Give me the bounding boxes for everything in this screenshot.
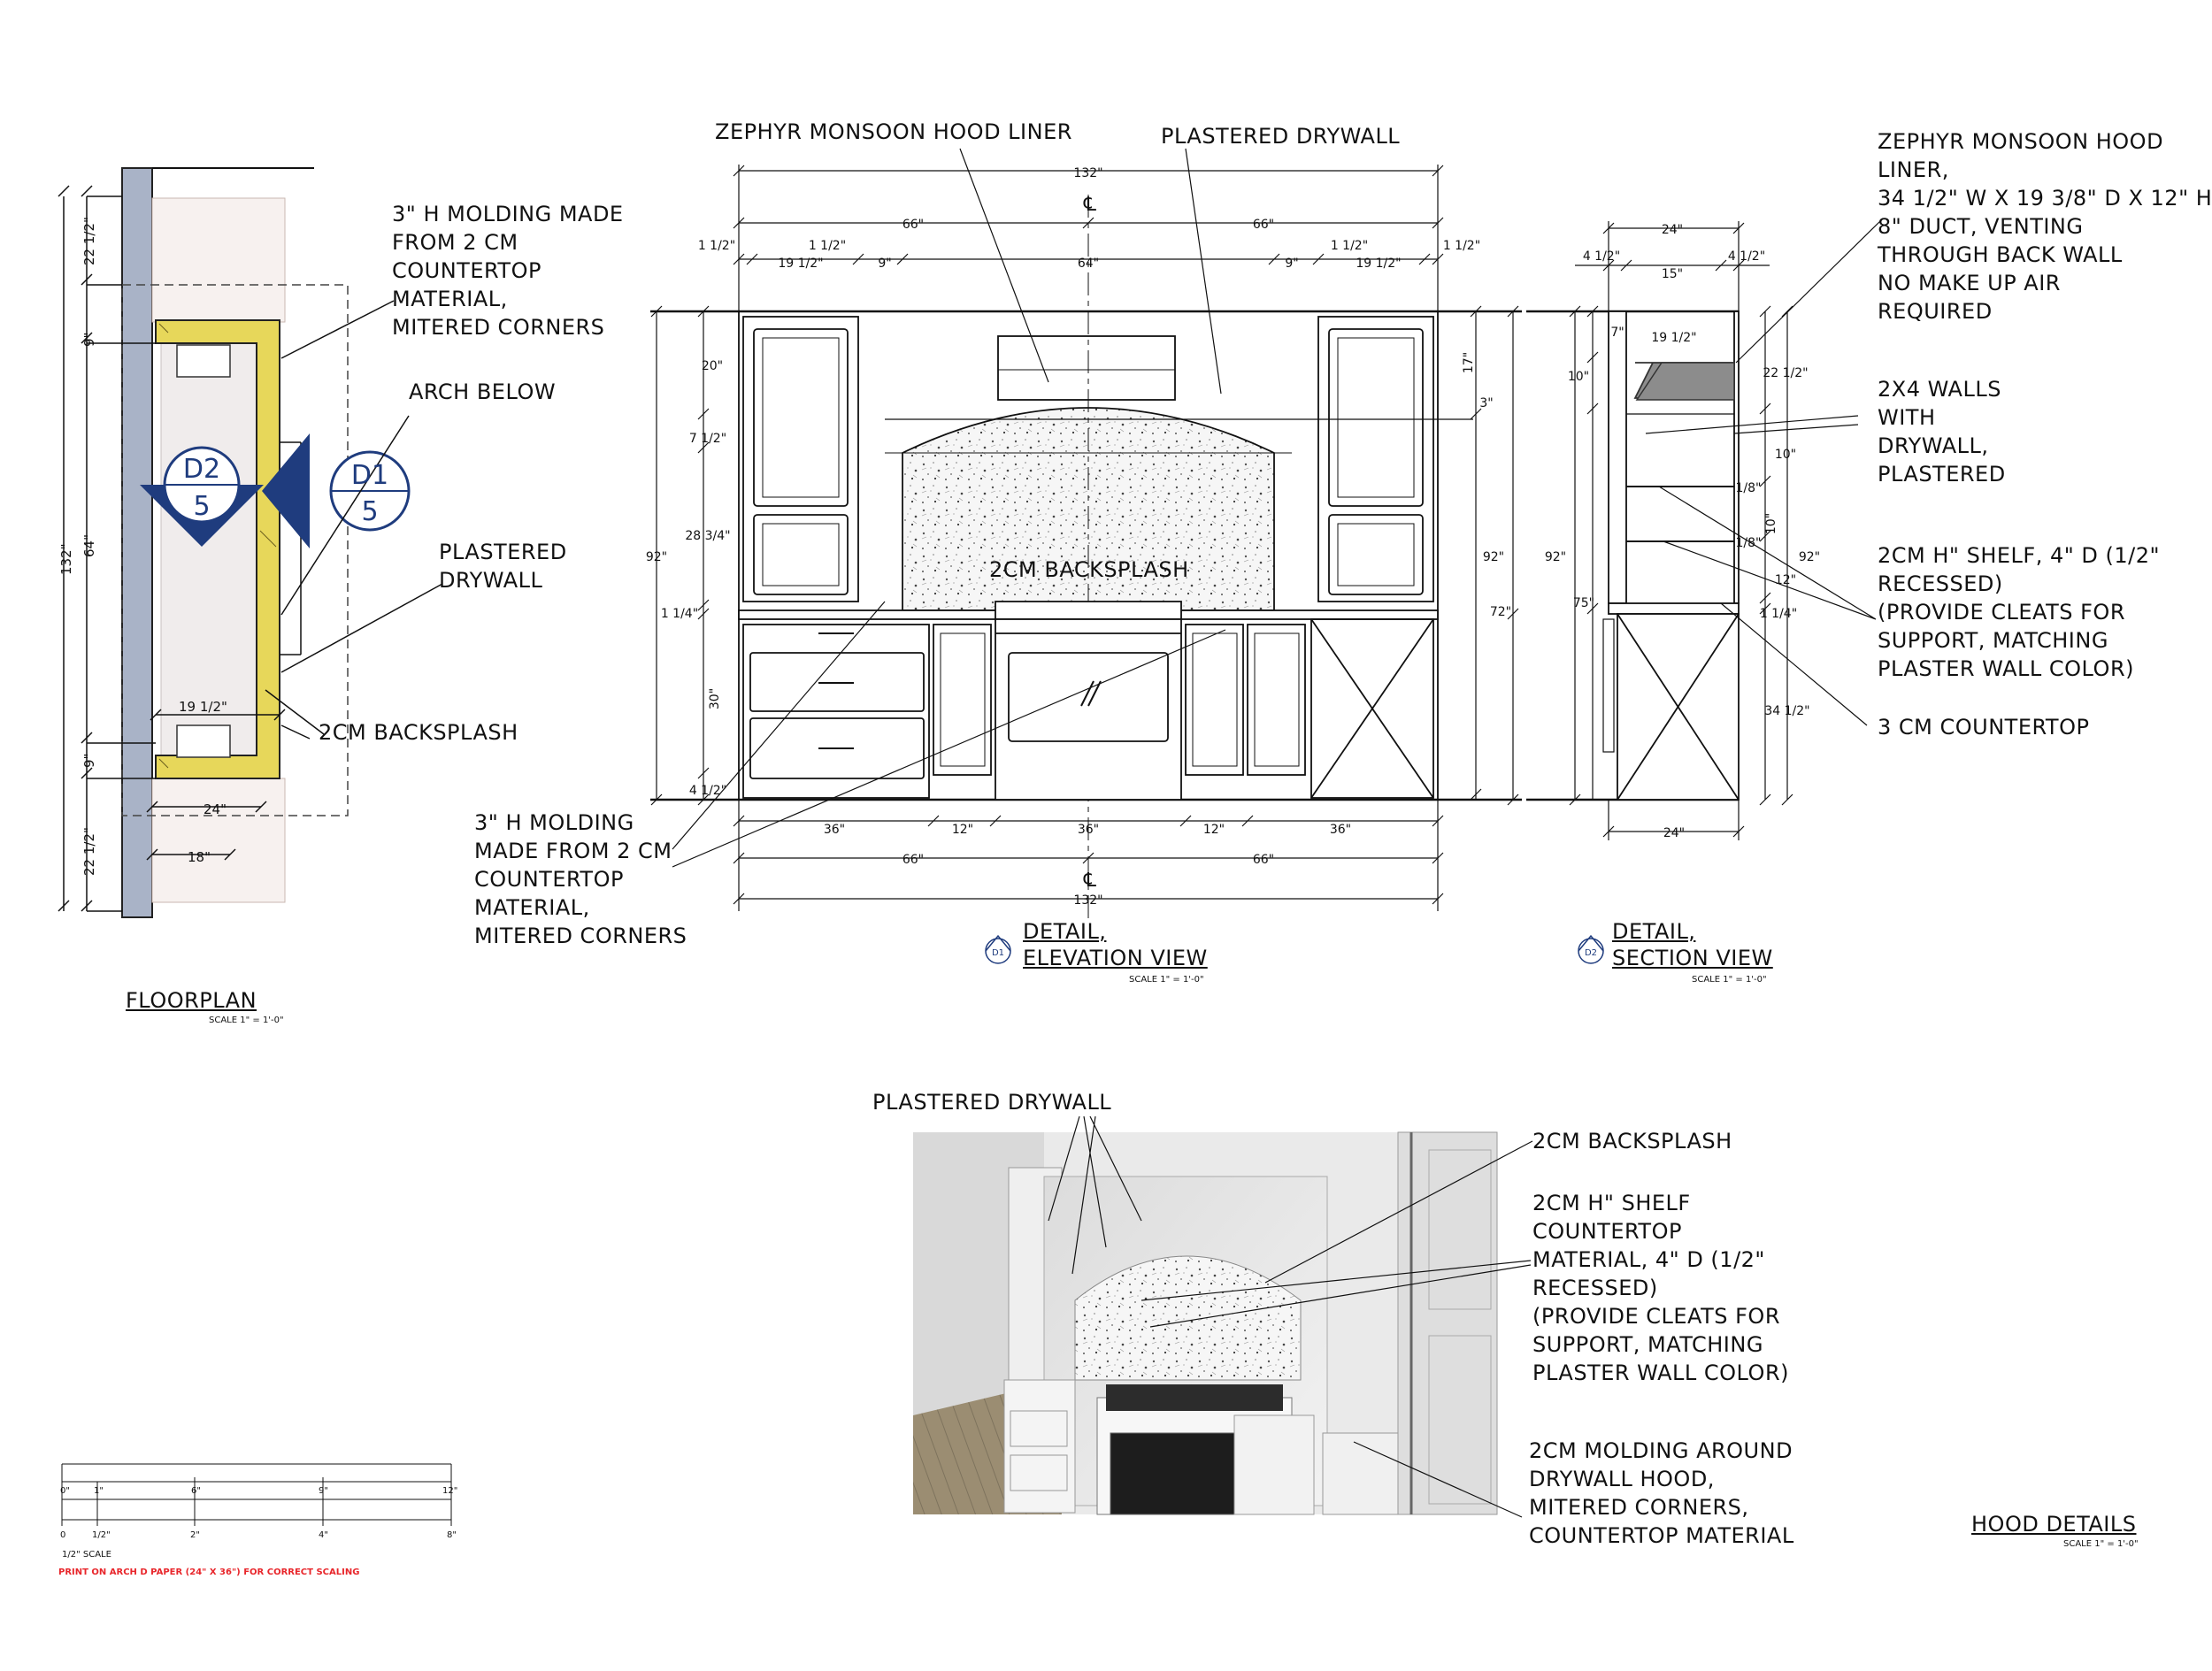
marker-d1-sheet: 5 xyxy=(361,496,379,527)
fp-note-molding-l3: COUNTERTOP xyxy=(392,258,541,283)
elev-dim-r2: 19 1/2" xyxy=(778,257,824,271)
scale-tick-top-0: 0" xyxy=(60,1486,70,1496)
sec-note-shelf-l5: PLASTER WALL COLOR) xyxy=(1878,656,2134,681)
sec-dim-4a: 4 1/2" xyxy=(1582,249,1621,264)
sec-note-shelf xyxy=(1878,541,2160,683)
fp-dim-9a: 9" xyxy=(81,332,97,347)
scale-tick-top-2: 6" xyxy=(191,1486,201,1496)
elev-dim-left-20: 20" xyxy=(701,359,724,373)
elev-note-drywall: PLASTERED DRYWALL xyxy=(1161,124,1401,149)
floorplan-scale: SCALE 1" = 1'-0" xyxy=(209,1016,284,1025)
sec-dim-92-left: 92" xyxy=(1544,550,1567,564)
floorplan-title: FLOORPLAN xyxy=(126,988,257,1013)
sec-dim-1: 1 1/4" xyxy=(1759,607,1798,621)
elev-dim-overall-top: 132" xyxy=(1073,166,1103,180)
elev-dim-left-92: 92" xyxy=(645,550,668,564)
fp-dim-64: 64" xyxy=(81,534,97,557)
hood-scale: SCALE 1" = 1'-0" xyxy=(2063,1539,2139,1549)
fp-note-molding xyxy=(392,200,624,341)
fp-dim-9b: 9" xyxy=(81,753,97,768)
sec-note-hood-l1: ZEPHYR MONSOON HOOD xyxy=(1878,129,2164,154)
sec-note-walls-l1: 2X4 WALLS xyxy=(1878,377,2001,402)
elev-dim-r7: 19 1/2" xyxy=(1356,257,1402,271)
elev-note-molding-l3: COUNTERTOP xyxy=(474,867,624,892)
elev-dim-r4: 64" xyxy=(1077,257,1100,271)
elev-dim-left-7: 7 1/2" xyxy=(688,432,727,446)
elev-dim-r5: 9" xyxy=(1285,257,1299,271)
fp-dim-22b: 22 1/2" xyxy=(81,827,97,876)
sec-note-countertop-l1: 3 CM COUNTERTOP xyxy=(1878,715,2090,740)
hood-rendering xyxy=(913,1116,1532,1517)
fp-note-molding-l4: MATERIAL, xyxy=(392,287,508,311)
elev-note-molding xyxy=(474,809,687,950)
hood-title: HOOD DETAILS xyxy=(1971,1512,2137,1537)
scale-tick-bot-4: 8" xyxy=(447,1530,457,1540)
sec-note-shelf-l1: 2CM H" SHELF, 4" D (1/2" xyxy=(1878,543,2161,568)
fp-note-molding-l2: FROM 2 CM xyxy=(392,230,518,255)
sec-dim-4b: 4 1/2" xyxy=(1727,249,1766,264)
hood-note-drywall: PLASTERED DRYWALL xyxy=(872,1090,1112,1115)
fp-note-drywall-l2: DRYWALL xyxy=(439,568,543,593)
sec-dim-19: 19 1/2" xyxy=(1651,331,1697,345)
fp-note-molding-l1: 3" H MOLDING MADE xyxy=(392,202,624,226)
scale-tick-bot-0: 0 xyxy=(60,1530,66,1540)
elev-dim-r8: 1 1/2" xyxy=(1442,239,1481,253)
fp-note-drywall-l1: PLASTERED xyxy=(439,540,567,564)
sec-note-shelf-l3: (PROVIDE CLEATS FOR xyxy=(1878,600,2125,625)
view-marker-d2-label: D2 xyxy=(1584,948,1598,958)
scale-tick-top-1: 1" xyxy=(94,1486,104,1496)
fp-dim-22a: 22 1/2" xyxy=(81,217,97,265)
elevation-title-line1: DETAIL, xyxy=(1023,919,1107,944)
print-warning: PRINT ON ARCH D PAPER (24" X 36") FOR CORRECT SCALING xyxy=(58,1568,360,1577)
section-title-line1: DETAIL, xyxy=(1612,919,1696,944)
sec-note-shelf-l4: SUPPORT, MATCHING xyxy=(1878,628,2108,653)
hood-note-shelf xyxy=(1532,1189,1789,1387)
elev-dim-half-right: 66" xyxy=(1252,218,1275,232)
elev-note-molding-l2: MADE FROM 2 CM xyxy=(474,839,672,863)
hood-note-shelf-l7: PLASTER WALL COLOR) xyxy=(1532,1361,1789,1385)
sec-dim-22: 22 1/2" xyxy=(1763,366,1809,380)
marker-d1-id: D1 xyxy=(350,460,389,491)
sec-dim-12: 12" xyxy=(1774,573,1797,587)
scale-bar-label: 1/2" SCALE xyxy=(62,1550,111,1560)
elev-dim-right-72: 72" xyxy=(1489,605,1512,619)
sec-dim-10a: 10" xyxy=(1567,370,1590,384)
scale-bar xyxy=(62,1464,451,1526)
elev-dim-right-3: 3" xyxy=(1479,396,1494,410)
hood-note-molding-l3: MITERED CORNERS, xyxy=(1529,1495,1749,1520)
hood-note-molding-l2: DRYWALL HOOD, xyxy=(1529,1467,1715,1491)
elev-dim-left-4: 4 1/2" xyxy=(688,784,727,798)
sec-dim-75: 75" xyxy=(1572,596,1595,610)
sec-note-shelf-l2: RECESSED) xyxy=(1878,571,2003,596)
fp-dim-19: 19 1/2" xyxy=(179,699,227,715)
elev-dim-r3: 9" xyxy=(878,257,892,271)
elev-dim-r1: 1 1/2" xyxy=(808,239,847,253)
elev-dim-left-28: 28 3/4" xyxy=(685,529,731,543)
elev-note-molding-l1: 3" H MOLDING xyxy=(474,810,634,835)
fp-note-arch xyxy=(409,378,556,406)
sec-note-walls-l4: PLASTERED xyxy=(1878,462,2006,487)
scale-tick-bot-2: 2" xyxy=(190,1530,200,1540)
hood-note-molding-l4: COUNTERTOP MATERIAL xyxy=(1529,1523,1794,1548)
elev-centerline-top: ℄ xyxy=(1083,194,1097,216)
section-drawing xyxy=(1526,221,1880,840)
sec-note-hood-l3: 34 1/2" W X 19 3/8" D X 12" H xyxy=(1878,186,2212,211)
hood-note-shelf-l1: 2CM H" SHELF xyxy=(1532,1191,1691,1215)
sec-dim-18a: 1/8" xyxy=(1735,481,1762,495)
hood-note-shelf-l5: (PROVIDE CLEATS FOR xyxy=(1532,1304,1780,1329)
elev-dim-bh-right: 66" xyxy=(1252,853,1275,867)
sec-note-countertop xyxy=(1878,713,2089,741)
elev-note-backsplash: 2CM BACKSPLASH xyxy=(989,557,1189,582)
elev-dim-bh-left: 66" xyxy=(902,853,925,867)
elev-dim-b0: 36" xyxy=(823,823,846,837)
sec-dim-24-top: 24" xyxy=(1661,223,1684,237)
elevation-scale: SCALE 1" = 1'-0" xyxy=(1129,975,1204,985)
sec-note-hood-l4: 8" DUCT, VENTING xyxy=(1878,214,2084,239)
fp-note-drywall xyxy=(439,538,567,594)
sec-note-hood-l2: LINER, xyxy=(1878,157,1949,182)
hood-note-molding-l1: 2CM MOLDING AROUND xyxy=(1529,1438,1793,1463)
scale-tick-top-3: 9" xyxy=(319,1486,328,1496)
hood-note-shelf-l3: MATERIAL, 4" D (1/2" xyxy=(1532,1247,1765,1272)
marker-d2-id: D2 xyxy=(182,454,221,485)
elev-dim-r0: 1 1/2" xyxy=(697,239,736,253)
fp-note-molding-l5: MITERED CORNERS xyxy=(392,315,605,340)
floorplan-wall xyxy=(122,168,152,917)
sec-dim-7: 7" xyxy=(1610,326,1624,340)
sec-dim-24-bottom: 24" xyxy=(1663,826,1686,840)
view-marker-d2 xyxy=(1578,936,1603,963)
marker-d2-sheet: 5 xyxy=(193,491,211,522)
sec-note-walls-l2: WITH xyxy=(1878,405,1936,430)
fp-dim-18: 18" xyxy=(188,849,211,865)
sec-dim-18b: 1/8" xyxy=(1735,536,1762,550)
scale-bar-labels xyxy=(60,1486,457,1560)
hood-note-shelf-l2: COUNTERTOP xyxy=(1532,1219,1682,1244)
section-title-line2: SECTION VIEW xyxy=(1612,946,1773,970)
elev-note-molding-l5: MITERED CORNERS xyxy=(474,924,687,948)
sec-note-hood xyxy=(1878,127,2212,326)
sec-note-hood-l6: NO MAKE UP AIR xyxy=(1878,271,2061,295)
elev-dim-right-92: 92" xyxy=(1482,550,1505,564)
sec-dim-15: 15" xyxy=(1661,267,1684,281)
elev-dim-left-1: 1 1/4" xyxy=(660,607,699,621)
sec-note-walls-l3: DRYWALL, xyxy=(1878,433,1989,458)
elev-dim-b4: 36" xyxy=(1329,823,1352,837)
elev-dim-b3: 12" xyxy=(1202,823,1225,837)
sec-dim-10c: 10" xyxy=(1764,512,1778,535)
scale-tick-bot-1: 1/2" xyxy=(92,1530,111,1540)
hood-note-shelf-l4: RECESSED) xyxy=(1532,1276,1658,1300)
fp-note-backsplash xyxy=(319,718,518,747)
fp-dim-24: 24" xyxy=(204,801,227,817)
sec-dim-10b: 10" xyxy=(1774,448,1797,462)
elev-dim-right-17: 17" xyxy=(1462,351,1476,374)
elev-note-molding-l4: MATERIAL, xyxy=(474,895,590,920)
sec-dim-34: 34 1/2" xyxy=(1764,704,1810,718)
elev-centerline-bottom: ℄ xyxy=(1083,870,1097,892)
fp-note-backsplash-l1: 2CM BACKSPLASH xyxy=(319,720,518,745)
elev-note-hood-liner: ZEPHYR MONSOON HOOD LINER xyxy=(715,119,1072,144)
fp-note-arch-l1: ARCH BELOW xyxy=(409,379,557,404)
sec-note-hood-l5: THROUGH BACK WALL xyxy=(1878,242,2123,267)
section-scale: SCALE 1" = 1'-0" xyxy=(1692,975,1767,985)
floorplan-drawing xyxy=(58,168,442,917)
hood-note-backsplash: 2CM BACKSPLASH xyxy=(1532,1129,1732,1154)
elev-dim-b1: 12" xyxy=(951,823,974,837)
sec-note-walls xyxy=(1878,375,2006,488)
elev-dim-left-30: 30" xyxy=(708,687,722,710)
elev-dim-r6: 1 1/2" xyxy=(1330,239,1369,253)
view-marker-d1 xyxy=(986,936,1010,963)
fp-dim-132: 132" xyxy=(58,543,74,575)
hood-note-molding xyxy=(1529,1437,1794,1550)
elevation-title-line2: ELEVATION VIEW xyxy=(1023,946,1208,970)
elev-dim-b2: 36" xyxy=(1077,823,1100,837)
hood-note-shelf-l6: SUPPORT, MATCHING xyxy=(1532,1332,1763,1357)
scale-tick-bot-3: 4" xyxy=(319,1530,328,1540)
view-marker-d1-label: D1 xyxy=(991,948,1005,958)
elev-dim-overall-bottom: 132" xyxy=(1073,893,1103,908)
elev-dim-half-left: 66" xyxy=(902,218,925,232)
sec-note-hood-l7: REQUIRED xyxy=(1878,299,1993,324)
sec-dim-92-right: 92" xyxy=(1798,550,1821,564)
scale-tick-top-4: 12" xyxy=(442,1486,458,1496)
